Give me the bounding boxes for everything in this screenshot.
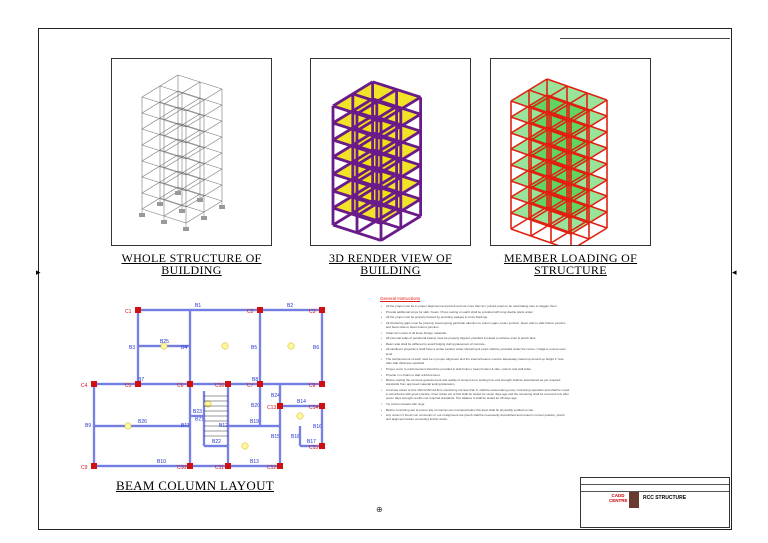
layout-column — [277, 463, 283, 469]
column-label: C13 — [267, 405, 277, 411]
beam-label: B24 — [271, 393, 280, 399]
beam-label: B8 — [252, 377, 259, 383]
footing-block — [219, 205, 225, 209]
instruction-item: • Before casting the concrete grass/cement and quality of cement as to setting time and strength shall be ascertained as per required standards from approved material testing laboratory. — [380, 378, 570, 386]
slab-marker — [222, 343, 228, 349]
layout-column — [91, 463, 97, 469]
column-label: C14 — [309, 405, 319, 411]
column-label: C2 — [247, 309, 254, 315]
column-label: C5 — [125, 383, 132, 389]
beam-label: B3 — [129, 345, 136, 351]
beam-label: B4 — [181, 345, 188, 351]
whole-structure-panel — [111, 58, 272, 246]
column-label: C6 — [177, 383, 184, 389]
instruction-item: • Tie column dowels with rings. — [380, 402, 570, 406]
layout-column — [187, 463, 193, 469]
beam-label: B18 — [291, 434, 300, 440]
column-label: C10 — [177, 465, 187, 471]
beam-label: B9 — [85, 423, 92, 429]
layout-column — [257, 307, 263, 313]
north-arrow-icon: ⊕ — [376, 505, 383, 514]
instruction-item: • All the props must be in proper alignment and plumb and not more than 2m; jointed props to be used taking care to stagger them. — [380, 304, 570, 308]
instruction-item: • All cantilever projections shall have a suitan cambar under shuttering & props shall be provided under the corner / chajja to ensure even level. — [380, 347, 570, 355]
column-label: C4 — [81, 383, 88, 389]
beam-label: B7 — [138, 377, 145, 383]
instruction-item: • All shuttering gaps must be properly closed giving particular attention to column gaps, beam junction, beam side to slab bottom junction and beam side to beam bottom junction. — [380, 321, 570, 329]
column-label: C12 — [267, 465, 277, 471]
beam-label: B26 — [138, 419, 147, 425]
top-title-strip-right — [668, 30, 730, 39]
footing-block — [179, 209, 185, 213]
beam-label: B10 — [157, 459, 166, 465]
footing-block — [161, 220, 167, 224]
whole-structure-caption: WHOLE STRUCTURE OF BUILDING — [121, 251, 262, 277]
layout-column — [225, 463, 231, 469]
column-label: C11 — [215, 465, 224, 471]
layout-column — [319, 443, 325, 449]
footing-block — [197, 198, 203, 202]
member-loading-caption: MEMBER LOADING OF STRUCTURE — [503, 251, 638, 277]
beam-label: B6 — [313, 345, 320, 351]
beam-label: B13 — [250, 459, 259, 465]
layout-column — [135, 307, 141, 313]
beam-label: B12 — [219, 423, 228, 429]
layout-column — [91, 381, 97, 387]
beam-column-layout-drawing — [80, 296, 340, 478]
instruction-item: • Before concreting wet & ensure tidy of columns as concreted below this level shall be physically verified on site. — [380, 408, 570, 412]
beam-label: B22 — [212, 439, 221, 445]
general-instructions-title: General Instructions — [380, 296, 421, 301]
slab-marker — [125, 423, 131, 429]
general-instructions — [380, 296, 570, 423]
slab-marker — [242, 443, 248, 449]
slab-marker — [288, 343, 294, 349]
instruction-item: • Clean form work of all loose foreign materials. — [380, 331, 570, 335]
right-edge-marker: ◂ — [732, 267, 737, 277]
general-instructions-list — [380, 304, 570, 422]
whole-structure-drawing — [112, 59, 272, 246]
layout-column — [225, 381, 231, 387]
instruction-item: • Proper cover to reinforcement should be provided to slab bottom, beam bottom & side, column and wall sides. — [380, 367, 570, 371]
instruction-item: • Provide additional props for slab / beam. Props resting on earth shall be provided with long double plank under. — [380, 310, 570, 314]
footing-block — [157, 202, 163, 206]
column-label: C1 — [125, 309, 132, 315]
footing-block — [183, 227, 189, 231]
beam-label: B11 — [181, 423, 190, 429]
layout-column — [187, 381, 193, 387]
beam-label: B5 — [251, 345, 258, 351]
instruction-item: • Any column if found non concentric or out of alignment are plumb shall be necessarily demolished and recast in correct position, plumb and alignment before concreting further works. — [380, 413, 570, 421]
beam-label: B15 — [271, 434, 280, 440]
instruction-item: • All the props must be properly braced by providing wedges & cross bracings. — [380, 315, 570, 319]
project-title: RCC STRUCTURE — [643, 495, 687, 501]
footing-block — [201, 216, 207, 220]
beam-label: B16 — [313, 424, 322, 430]
layout-column — [319, 381, 325, 387]
column-label: C16 — [215, 383, 225, 389]
layout-column — [319, 307, 325, 313]
column-label: C7 — [247, 383, 254, 389]
member-loading-panel — [490, 58, 651, 246]
column-label: C9 — [81, 465, 88, 471]
beam-label: B21 — [195, 416, 204, 423]
render-view-drawing — [311, 59, 471, 246]
title-block-row — [581, 484, 729, 492]
layout-column — [319, 403, 325, 409]
instruction-item: • The reinforcement of each must be in proper alignment and the internal beams must be adequately raised up around up height 1" less than slab thickness specified. — [380, 357, 570, 365]
render-view-caption: 3D RENDER VIEW OF BUILDING — [329, 251, 452, 277]
beam-label: B1 — [195, 303, 202, 309]
top-title-strip — [560, 30, 668, 39]
beam-label: B23 — [193, 409, 202, 415]
beam-label: B14 — [297, 399, 306, 405]
footing-block — [175, 191, 181, 195]
render-view-panel — [310, 58, 471, 246]
instruction-item: • Provide m.s chairs to slab reinforcement. — [380, 373, 570, 377]
layout-column — [277, 403, 283, 409]
left-edge-marker: ▸ — [36, 267, 41, 277]
column-label: C8 — [309, 383, 316, 389]
beam-label: B2 — [287, 303, 294, 309]
title-block — [580, 477, 730, 528]
member-loading-drawing — [491, 59, 651, 246]
slab-marker — [297, 413, 303, 419]
cadd-centre-logo: CADD CENTRE — [609, 493, 628, 503]
beam-label: B17 — [307, 439, 316, 445]
instruction-item: • Beam side shall be stiffened to avoid bulging during placement of concrete. — [380, 342, 570, 346]
beam-label: B20 — [251, 403, 260, 409]
instruction-item: • Concrete cubes of size 15cmx15cmx15cm numbering not less than 6, shall be casted along every concreting operation and shall be cured in accordance with good practice; three cubes out of this shall be tested for seven days age and the remaining shall be removed only after seven days strength results met required standards. The balance 3 shall be tested for 28 days age. — [380, 388, 570, 401]
beam-label: B19 — [250, 419, 259, 425]
column-label: C15 — [309, 445, 319, 451]
column-label: C3 — [309, 309, 316, 315]
designer-photo — [629, 492, 639, 508]
instruction-item: • All external sides of peripheral beams must be properly aligned, plumbed & waxed to achieve even & plumb face. — [380, 336, 570, 340]
beam-column-layout-caption: BEAM COLUMN LAYOUT — [115, 478, 275, 493]
footing-block — [139, 213, 145, 217]
beam-label: B25 — [160, 339, 169, 345]
